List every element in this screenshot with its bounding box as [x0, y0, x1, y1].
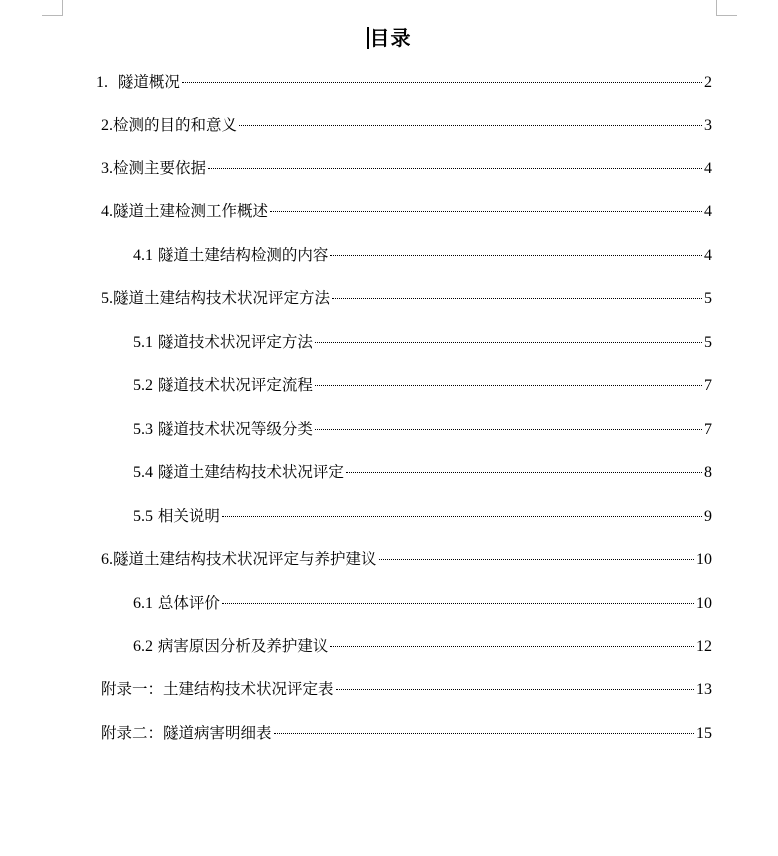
toc-entry-5[interactable] [101, 287, 712, 309]
toc-entry-label [133, 635, 328, 658]
toc-entry-text: 总体评价 [153, 594, 220, 612]
toc-entry-3[interactable] [101, 157, 712, 179]
toc-entry-page: 7 [704, 377, 712, 394]
toc-entry-number: 5. [101, 290, 113, 307]
toc-entry-number: 6.2 [133, 638, 153, 655]
toc-entry-label [101, 678, 334, 700]
toc-entry-label [101, 200, 268, 223]
toc-entry-text: 隧道技术状况等级分类 [153, 420, 313, 438]
toc-entry-label [101, 722, 272, 744]
toc-entry-text: 检测主要依据 [113, 159, 207, 177]
toc-entry-1[interactable] [96, 71, 712, 93]
toc-dot-leader [315, 429, 702, 430]
toc-entry-number: 4.1 [133, 247, 153, 264]
toc-dot-leader [379, 559, 694, 560]
toc-entry-label [133, 505, 220, 528]
toc-entry-4-1[interactable] [133, 244, 712, 266]
toc-entry-number: 6.1 [133, 595, 153, 612]
toc-entry-5-2[interactable] [133, 374, 712, 396]
toc-entry-number: 2. [101, 117, 113, 134]
toc-entry-page: 15 [696, 725, 712, 742]
toc-entry-number: 6. [101, 551, 113, 568]
toc-entry-2[interactable] [101, 114, 712, 136]
toc-entry-text: 隧道土建检测工作概述 [113, 202, 269, 220]
toc-dot-leader [336, 689, 694, 690]
toc-entry-text: 隧道土建结构技术状况评定 [153, 463, 344, 481]
toc-entry-page: 13 [696, 681, 712, 698]
toc-entry-text: 隧道土建结构技术状况评定方法 [113, 289, 331, 307]
toc-entry-page: 2 [704, 74, 712, 91]
toc-entry-label [101, 548, 377, 571]
toc-entry-text: 相关说明 [153, 507, 220, 525]
toc-entry-label [133, 418, 313, 441]
toc-entry-5-5[interactable] [133, 505, 712, 527]
toc-dot-leader [182, 82, 702, 83]
toc-entry-page: 10 [696, 551, 712, 568]
toc-dot-leader [330, 255, 702, 256]
toc-title-text: 目录 [369, 26, 412, 50]
toc-dot-leader [270, 211, 702, 212]
toc-dot-leader [330, 646, 694, 647]
toc-entry-text: 隧道概况 [108, 73, 180, 91]
toc-entry-6-1[interactable] [133, 592, 712, 614]
toc-entry-page: 4 [704, 203, 712, 220]
toc-entry-text: 附录一：土建结构技术状况评定表 [101, 680, 334, 698]
toc-entry-text: 隧道土建结构检测的内容 [153, 246, 329, 264]
toc-entry-label [101, 114, 237, 137]
toc-dot-leader [346, 472, 702, 473]
toc-entry-number: 5.2 [133, 377, 153, 394]
toc-entry-label [101, 157, 206, 180]
toc-entry-label [133, 374, 313, 397]
toc-entry-number: 5.5 [133, 508, 153, 525]
toc-entry-number: 1. [96, 74, 108, 91]
toc-entry-page: 3 [704, 117, 712, 134]
toc-dot-leader [332, 298, 702, 299]
toc-entry-page: 12 [696, 638, 712, 655]
toc-entry-page: 8 [704, 464, 712, 481]
toc-dot-leader [222, 603, 694, 604]
toc-entry-5-3[interactable] [133, 418, 712, 440]
toc-entry-6[interactable] [101, 548, 712, 570]
toc-entry-appendix-2[interactable] [101, 722, 712, 744]
toc-entry-label [133, 244, 328, 267]
toc-dot-leader [208, 168, 702, 169]
toc-entry-appendix-1[interactable] [101, 678, 712, 700]
toc-entry-6-2[interactable] [133, 635, 712, 657]
toc-entry-page: 5 [704, 334, 712, 351]
toc-entry-label [133, 331, 313, 354]
toc-entry-number: 5.4 [133, 464, 153, 481]
toc-entry-text: 附录二：隧道病害明细表 [101, 724, 272, 742]
toc-entry-page: 10 [696, 595, 712, 612]
toc-dot-leader [315, 342, 702, 343]
toc-dot-leader [222, 516, 702, 517]
toc-dot-leader [315, 385, 702, 386]
toc-entry-5-1[interactable] [133, 331, 712, 353]
toc-entry-page: 7 [704, 421, 712, 438]
toc-dot-leader [274, 733, 694, 734]
toc-entry-page: 5 [704, 290, 712, 307]
toc-entry-number: 3. [101, 160, 113, 177]
toc-entry-text: 隧道土建结构技术状况评定与养护建议 [113, 550, 377, 568]
toc-entry-page: 4 [704, 247, 712, 264]
toc-entry-number: 5.3 [133, 421, 153, 438]
toc-entry-text: 检测的目的和意义 [113, 116, 238, 134]
toc-entry-page: 9 [704, 508, 712, 525]
toc-entry-text: 隧道技术状况评定方法 [153, 333, 313, 351]
toc-entry-label [96, 71, 180, 94]
toc-entry-number: 4. [101, 203, 113, 220]
toc-entry-text: 病害原因分析及养护建议 [153, 637, 329, 655]
toc-dot-leader [239, 125, 702, 126]
toc-entry-label [133, 592, 220, 615]
toc-entry-number: 5.1 [133, 334, 153, 351]
toc-entry-label [101, 287, 330, 310]
toc-entry-5-4[interactable] [133, 461, 712, 483]
toc-entry-4[interactable] [101, 200, 712, 222]
toc-entry-text: 隧道技术状况评定流程 [153, 376, 313, 394]
toc-entry-page: 4 [704, 160, 712, 177]
toc-entry-label [133, 461, 344, 484]
